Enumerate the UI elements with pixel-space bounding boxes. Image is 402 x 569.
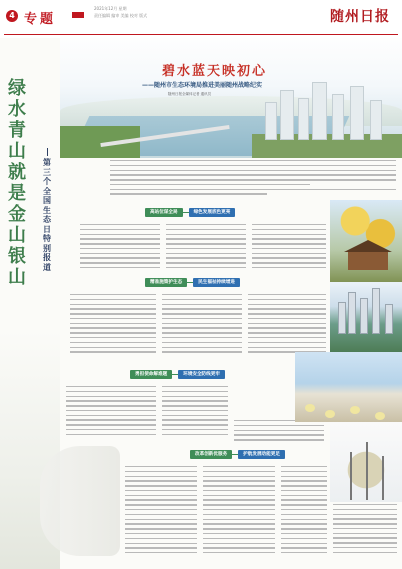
vertical-title-char: 山 — [8, 141, 26, 162]
page-header — [0, 0, 402, 38]
photo-house — [348, 252, 388, 270]
article-column — [162, 294, 242, 360]
photo-flower — [325, 410, 335, 418]
vertical-title-char: 绿 — [8, 78, 26, 99]
lakeside-flowers-photo — [295, 352, 402, 422]
photo-tower — [385, 304, 393, 334]
page-number: 4 — [6, 10, 18, 22]
vertical-subtitle-char: 个 — [43, 176, 51, 186]
byline: 随州日报全媒体记者 通讯员 — [168, 92, 212, 96]
vertical-subtitle-char: 态 — [43, 214, 51, 224]
section-banner — [145, 206, 235, 218]
article-column — [70, 294, 156, 360]
section-banner — [190, 448, 285, 460]
vertical-title-char: 银 — [8, 246, 26, 267]
hero-building — [350, 86, 364, 140]
vertical-subtitle-char: 国 — [43, 195, 51, 205]
vertical-title-char: 就 — [8, 162, 26, 183]
photo-flower — [375, 412, 385, 420]
section-banner — [145, 276, 240, 288]
photo-stem — [350, 452, 352, 500]
photo-flower — [305, 404, 315, 412]
vertical-subtitle-dash — [47, 148, 48, 156]
article-column — [281, 466, 327, 562]
hero-building — [312, 82, 327, 140]
section-connector — [183, 212, 189, 213]
section-heading: 高站位谋全局 — [145, 208, 183, 217]
hero-building — [370, 100, 382, 140]
section-heading: 勇担使命解难题 — [130, 370, 172, 379]
hero-building — [332, 94, 344, 140]
article-column — [166, 224, 246, 274]
vertical-title — [2, 78, 32, 288]
section-name: 专题 — [24, 12, 57, 27]
article-column — [203, 466, 275, 562]
vertical-subtitle-char: 生 — [43, 204, 51, 215]
section-heading: 绿色发展底色更亮 — [189, 208, 236, 217]
header-meta — [94, 5, 284, 19]
headline: 碧水蓝天映初心 — [162, 64, 268, 79]
photo-tower — [372, 288, 380, 334]
photo-flower — [350, 406, 360, 414]
article-column — [252, 224, 326, 274]
hero-photo — [60, 38, 402, 158]
hero-building — [298, 98, 309, 140]
article-column — [125, 466, 197, 562]
article-column — [66, 386, 156, 442]
header-rule — [4, 34, 398, 35]
article-column — [162, 386, 228, 442]
photo-tower — [338, 302, 346, 334]
white-flower-field-photo — [330, 422, 402, 502]
newspaper-name: 随州日报 — [330, 9, 390, 25]
meta-line: 责任编辑 编审 美编 校对 版式 — [94, 13, 148, 18]
article-column — [80, 224, 160, 274]
article-column — [234, 420, 324, 444]
decorative-scroll — [40, 446, 120, 556]
headline-subtitle: ——随州市生态环境局推进美丽随州战略纪实 — [142, 82, 263, 89]
vertical-subtitle-char: 第 — [43, 157, 51, 167]
section-bar — [72, 12, 84, 18]
section-heading: 改革创新优服务 — [190, 450, 232, 459]
photo-stem — [382, 456, 384, 500]
section-heading: 精准施策护生态 — [145, 278, 187, 287]
vertical-subtitle-char: 报 — [43, 252, 51, 262]
vertical-title-char: 金 — [8, 204, 26, 225]
meta-line: 2021年12月 星期 — [94, 6, 127, 11]
hero-building — [280, 90, 294, 140]
vertical-subtitle-char: 特 — [43, 233, 51, 243]
vertical-title-char: 水 — [8, 99, 26, 120]
vertical-subtitle — [41, 148, 53, 272]
vertical-subtitle-char: 全 — [43, 185, 51, 196]
city-skyline-photo — [330, 282, 402, 352]
photo-tower — [348, 292, 356, 334]
section-heading: 民生福祉持续增进 — [193, 278, 240, 287]
vertical-subtitle-char: 三 — [43, 166, 51, 177]
intro-text — [110, 160, 396, 200]
section-banner — [130, 368, 225, 380]
vertical-title-char: 山 — [8, 267, 26, 288]
vertical-title-char: 是 — [8, 183, 26, 204]
article-column — [248, 294, 326, 360]
vertical-subtitle-char: 别 — [43, 242, 51, 253]
autumn-village-photo — [330, 200, 402, 284]
section-heading: 环境安全防线更牢 — [178, 370, 225, 379]
section-heading: 护航发展动能更足 — [238, 450, 285, 459]
vertical-subtitle-char: 日 — [43, 223, 51, 234]
hero-building — [265, 102, 277, 140]
vertical-title-char: 山 — [8, 225, 26, 246]
vertical-subtitle-char: 道 — [43, 261, 51, 272]
vertical-title-char: 青 — [8, 120, 26, 141]
photo-tower — [360, 298, 368, 334]
photo-stem — [366, 442, 368, 500]
article-column — [333, 504, 397, 562]
photo-roof — [344, 240, 392, 252]
